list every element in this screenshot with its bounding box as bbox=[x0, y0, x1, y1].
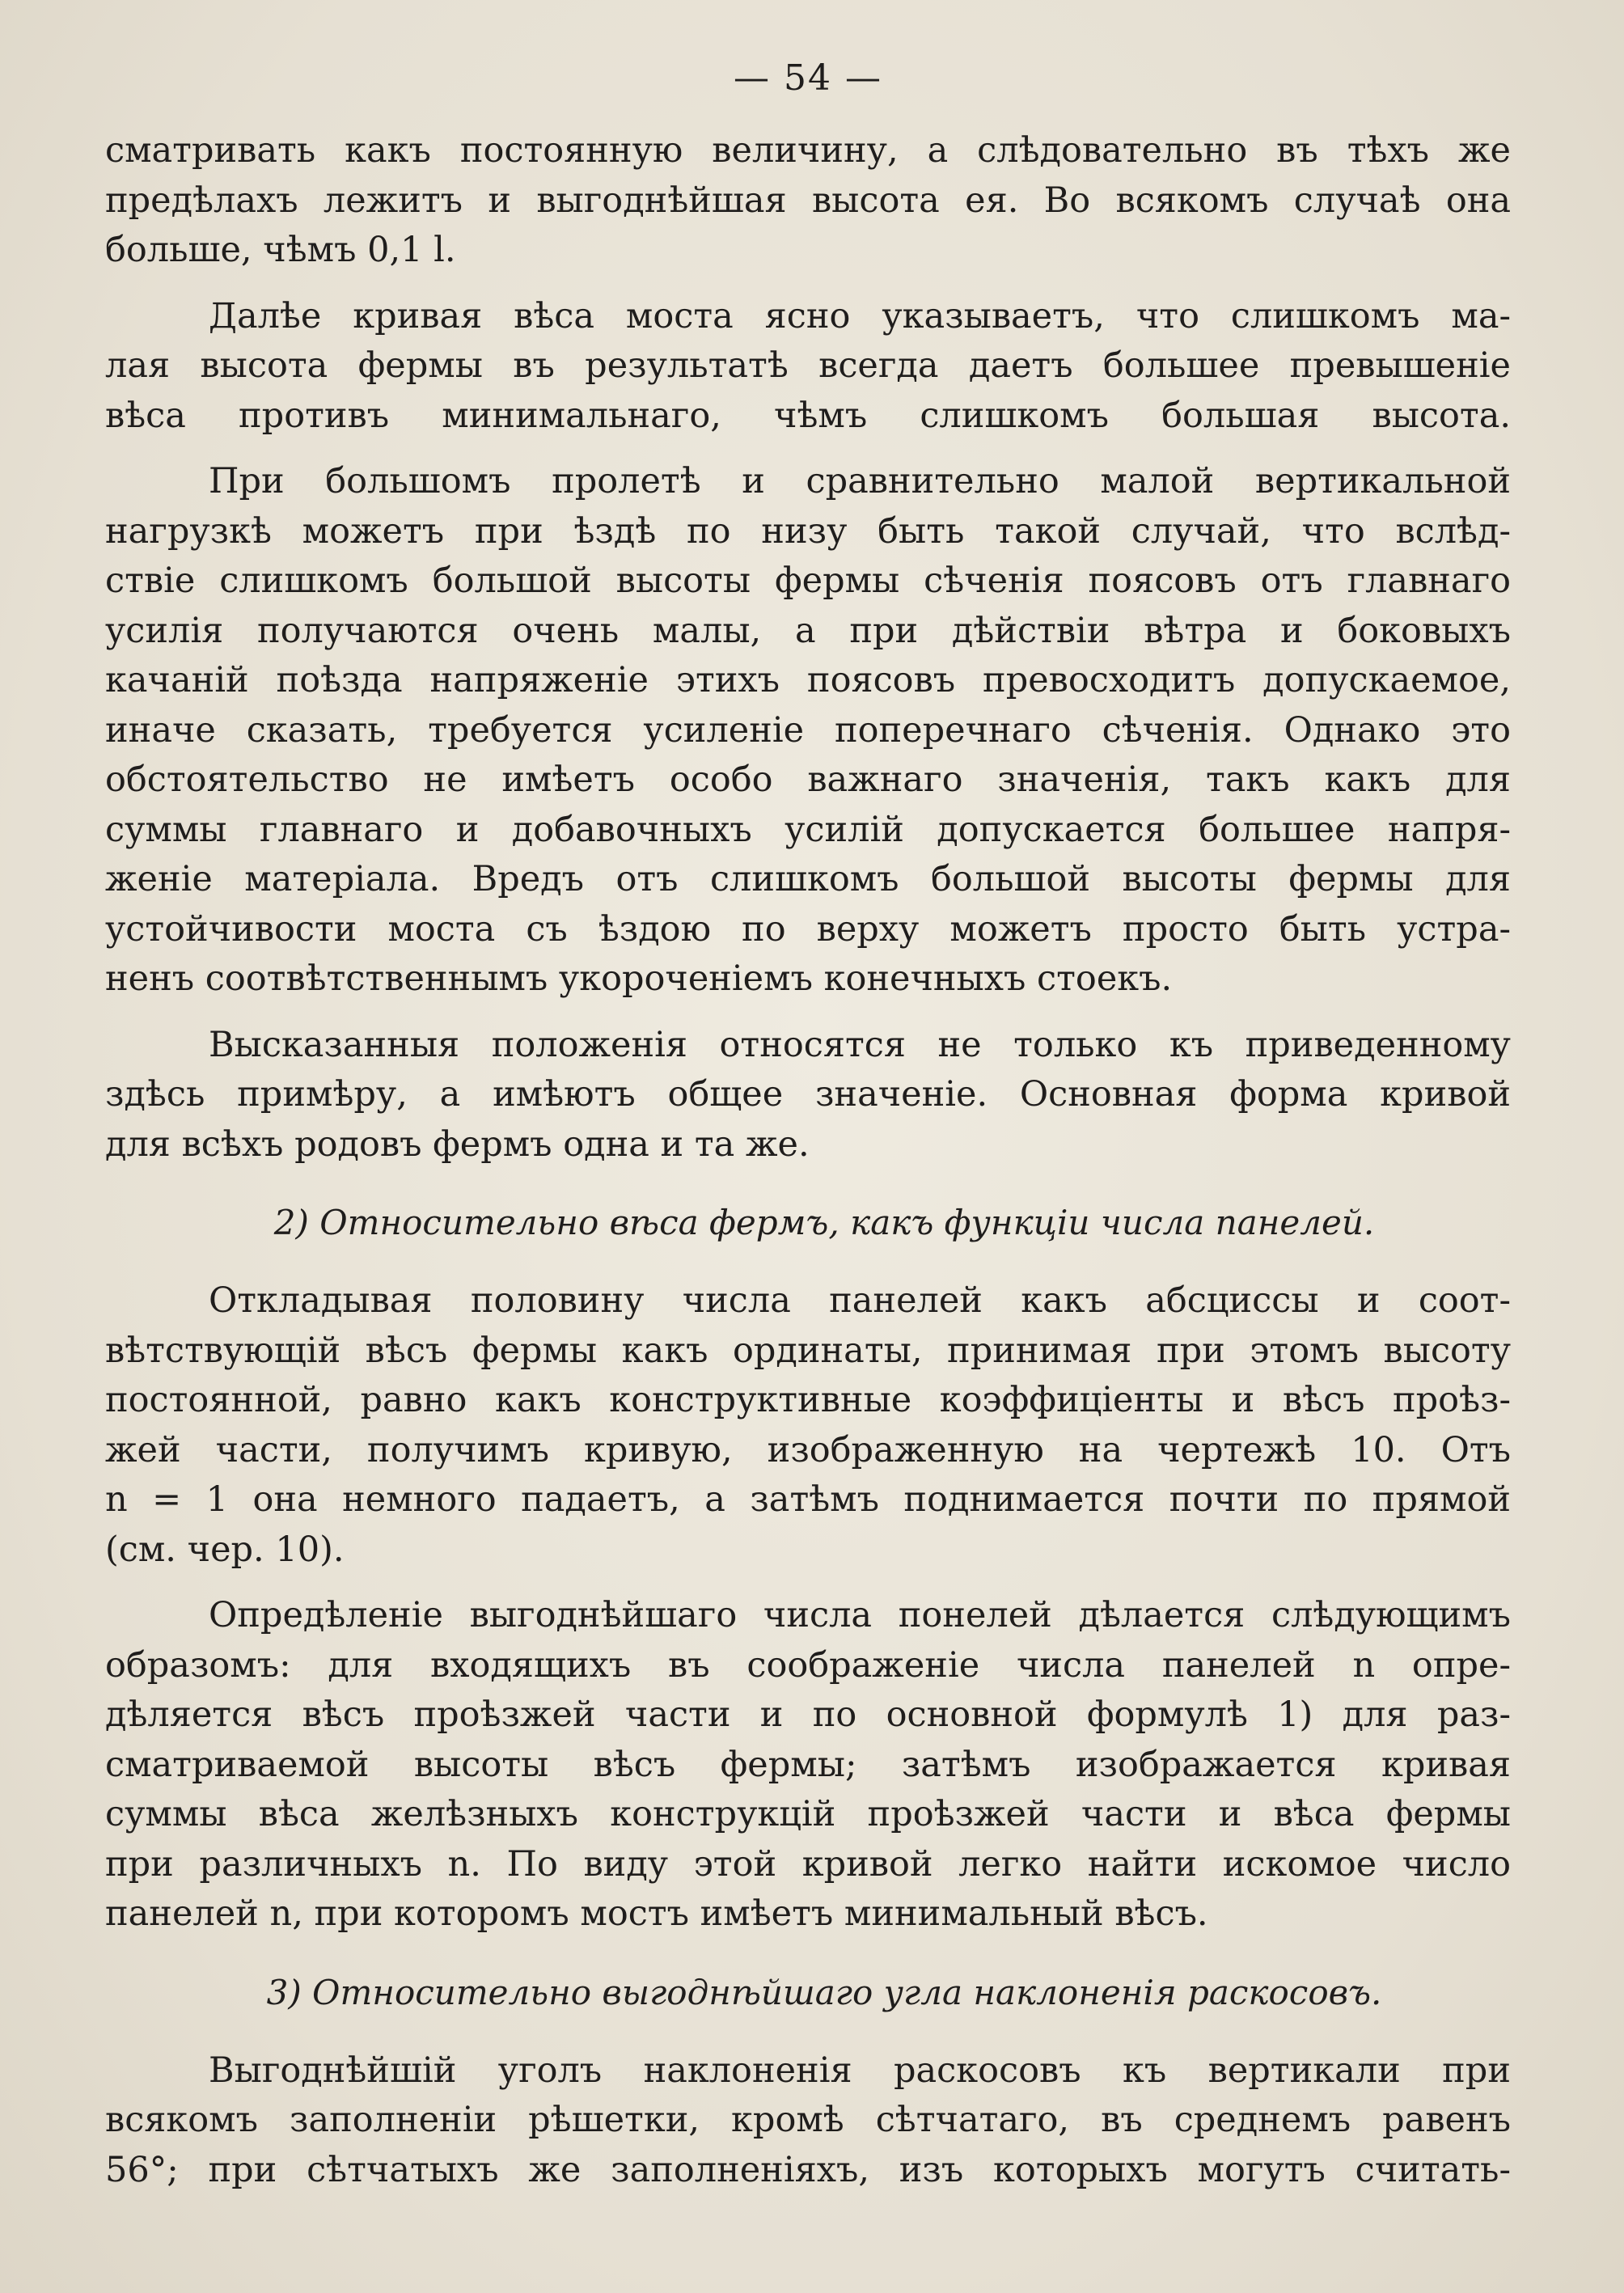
text-line: 56°; при сѣтчатыхъ же заполненіяхъ, изъ которыхъ могутъ считать- bbox=[105, 2149, 1511, 2190]
text-line: лая высота фермы въ результатѣ всегда даетъ большее превышеніе bbox=[105, 345, 1511, 386]
text-line: n = 1 она немного падаетъ, а затѣмъ поднимается почти по прямой bbox=[105, 1479, 1511, 1520]
paragraph-4 bbox=[105, 1021, 1511, 1170]
text-line: дѣляется вѣсъ проѣзжей части и по основной формулѣ 1) для раз- bbox=[105, 1694, 1511, 1735]
paragraph-6 bbox=[105, 1591, 1511, 1940]
text-line: (см. чер. 10). bbox=[105, 1529, 345, 1570]
text-line: постоянной, равно какъ конструктивные коэффиціенты и вѣсъ проѣз- bbox=[105, 1380, 1511, 1420]
text-line: для всѣхъ родовъ фермъ одна и та же. bbox=[105, 1123, 810, 1165]
text-line: Далѣе кривая вѣса моста ясно указываетъ, что слишкомъ ма- bbox=[209, 295, 1511, 336]
text-line: нагрузкѣ можетъ при ѣздѣ по низу быть такой случай, что вслѣд- bbox=[105, 510, 1511, 552]
text-line: качаній поѣзда напряженіе этихъ поясовъ превосходитъ допускаемое, bbox=[105, 660, 1511, 700]
text-line: Высказанныя положенія относятся не только къ приведенному bbox=[209, 1024, 1511, 1065]
section-heading-3: 3) Относительно выгоднѣйшаго угла наклоненія раскосовъ. bbox=[266, 1972, 1382, 2012]
text-line: сматриваемой высоты вѣсъ фермы; затѣмъ изображается кривая bbox=[105, 1744, 1511, 1785]
text-line: больше, чѣмъ 0,1 l. bbox=[105, 230, 456, 270]
text-line: иначе сказать, требуется усиленіе поперечнаго сѣченія. Однако это bbox=[105, 709, 1511, 751]
text-line: устойчивости моста съ ѣздою по верху можетъ просто быть устра- bbox=[105, 908, 1511, 950]
text-line: всякомъ заполненіи рѣшетки, кромѣ сѣтчатаго, въ среднемъ равенъ bbox=[105, 2100, 1511, 2140]
text-line: предѣлахъ лежитъ и выгоднѣйшая высота ея. Во всякомъ случаѣ она bbox=[105, 180, 1511, 221]
text-line: ствіе слишкомъ большой высоты фермы сѣченія поясовъ отъ главнаго bbox=[105, 561, 1511, 601]
text-line: суммы вѣса желѣзныхъ конструкцій проѣзжей части и вѣса фермы bbox=[105, 1794, 1511, 1834]
text-line: суммы главнаго и добавочныхъ усилій допускается большее напря- bbox=[105, 809, 1511, 850]
text-line: здѣсь примѣру, а имѣютъ общее значеніе. Основная форма кривой bbox=[105, 1074, 1511, 1115]
page-number: — 54 — bbox=[734, 57, 882, 99]
text-line: вѣтствующій вѣсъ фермы какъ ординаты, принимая при этомъ высоту bbox=[105, 1330, 1511, 1371]
paragraph-3 bbox=[105, 457, 1511, 1005]
text-line: при различныхъ n. По виду этой кривой легко найти искомое число bbox=[105, 1843, 1511, 1885]
section-heading-2: 2) Относительно вѣса фермъ, какъ функціи числа панелей. bbox=[273, 1203, 1375, 1242]
paragraph-5 bbox=[105, 1276, 1511, 1575]
text-line: усилія получаются очень малы, а при дѣйствіи вѣтра и боковыхъ bbox=[105, 610, 1511, 651]
text-line: вѣса противъ минимальнаго, чѣмъ слишкомъ большая высота. bbox=[105, 395, 1511, 436]
text-line: образомъ: для входящихъ въ соображеніе числа панелей n опре- bbox=[105, 1644, 1511, 1686]
text-line: женіе матеріала. Вредъ отъ слишкомъ большой высоты фермы для bbox=[105, 859, 1511, 899]
text-line: панелей n, при которомъ мостъ имѣетъ минимальный вѣсъ. bbox=[105, 1893, 1208, 1934]
paragraph-2 bbox=[105, 292, 1511, 442]
text-line: ненъ соотвѣтственнымъ укороченіемъ конечныхъ стоекъ. bbox=[105, 958, 1173, 999]
text-line: При большомъ пролетѣ и сравнительно малой вертикальной bbox=[209, 461, 1511, 501]
text-line: сматривать какъ постоянную величину, а слѣдовательно въ тѣхъ же bbox=[105, 130, 1511, 171]
text-line: Откладывая половину числа панелей какъ абсциссы и соот- bbox=[209, 1280, 1511, 1321]
text-line: Выгоднѣйшій уголъ наклоненія раскосовъ къ вертикали при bbox=[209, 2050, 1511, 2091]
paragraph-7 bbox=[105, 2046, 1511, 2196]
text-line: Опредѣленіе выгоднѣйшаго числа понелей дѣлается слѣдующимъ bbox=[209, 1595, 1511, 1635]
paragraph-1 bbox=[105, 126, 1511, 276]
text-line: жей части, получимъ кривую, изображенную на чертежѣ 10. Отъ bbox=[105, 1429, 1511, 1470]
text-line: обстоятельство не имѣетъ особо важнаго значенія, такъ какъ для bbox=[105, 759, 1511, 800]
